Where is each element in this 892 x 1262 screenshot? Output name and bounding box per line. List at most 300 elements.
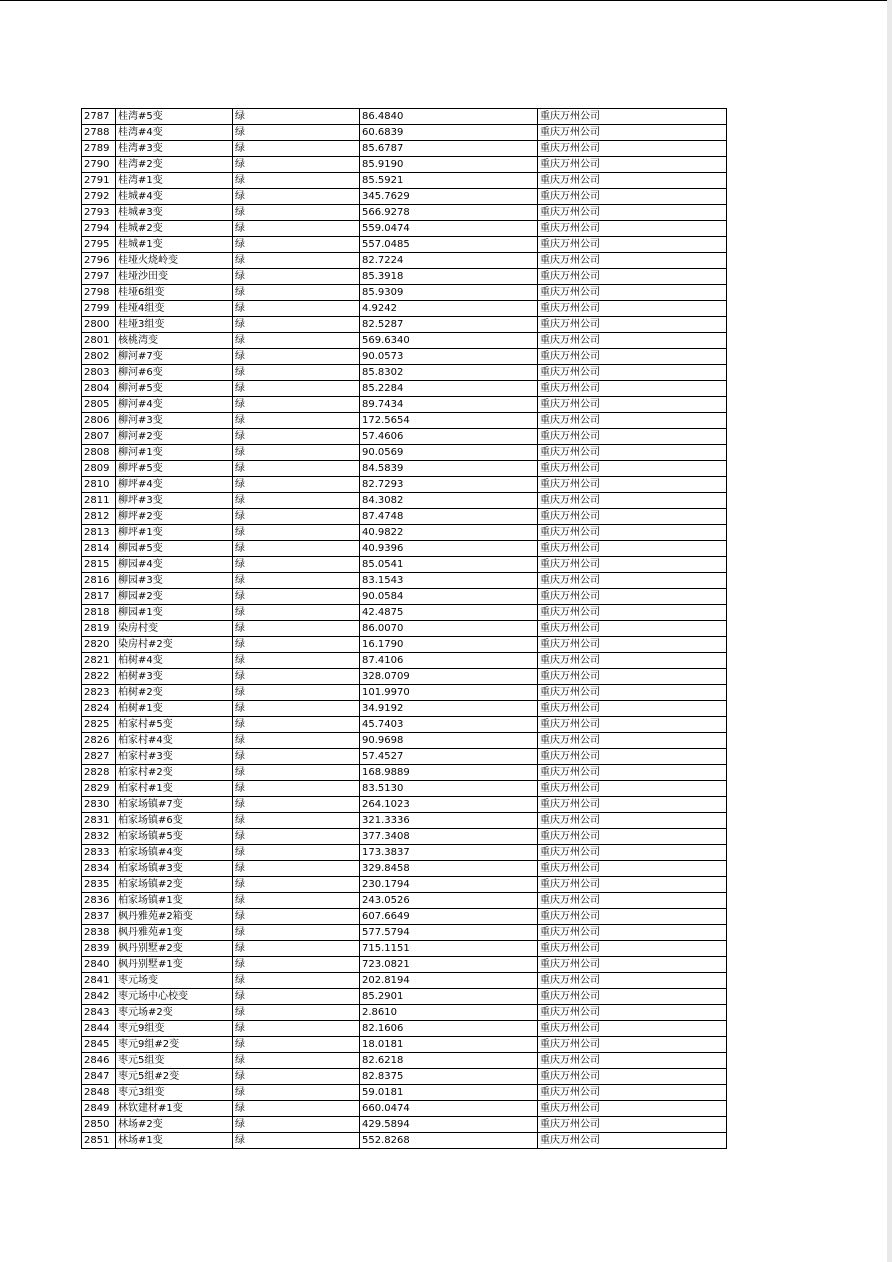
cell-company: 重庆万州公司 (538, 301, 727, 317)
cell-id: 2806 (82, 413, 116, 429)
cell-company: 重庆万州公司 (538, 877, 727, 893)
cell-value: 57.4527 (360, 749, 538, 765)
cell-id: 2824 (82, 701, 116, 717)
cell-status: 绿 (233, 877, 360, 893)
table-row (82, 685, 727, 701)
cell-value: 660.0474 (360, 1101, 538, 1117)
cell-status: 绿 (233, 621, 360, 637)
cell-company: 重庆万州公司 (538, 1101, 727, 1117)
cell-value: 89.7434 (360, 397, 538, 413)
cell-id: 2820 (82, 637, 116, 653)
cell-id: 2796 (82, 253, 116, 269)
cell-id: 2813 (82, 525, 116, 541)
cell-id: 2791 (82, 173, 116, 189)
cell-station-name: 柳园#1变 (116, 605, 233, 621)
table-row (82, 749, 727, 765)
cell-company: 重庆万州公司 (538, 365, 727, 381)
cell-status: 绿 (233, 589, 360, 605)
cell-value: 59.0181 (360, 1085, 538, 1101)
cell-station-name: 柳坪#3变 (116, 493, 233, 509)
cell-status: 绿 (233, 541, 360, 557)
cell-value: 328.0709 (360, 669, 538, 685)
cell-station-name: 柏家村#2变 (116, 765, 233, 781)
table-row (82, 461, 727, 477)
cell-value: 83.5130 (360, 781, 538, 797)
cell-station-name: 柳坪#1变 (116, 525, 233, 541)
cell-id: 2795 (82, 237, 116, 253)
cell-id: 2833 (82, 845, 116, 861)
cell-id: 2832 (82, 829, 116, 845)
cell-value: 82.7293 (360, 477, 538, 493)
cell-id: 2804 (82, 381, 116, 397)
cell-station-name: 枣元3组变 (116, 1085, 233, 1101)
cell-station-name: 桂垭沙田变 (116, 269, 233, 285)
cell-station-name: 桂垭6组变 (116, 285, 233, 301)
cell-status: 绿 (233, 1117, 360, 1133)
table-row (82, 589, 727, 605)
cell-company: 重庆万州公司 (538, 669, 727, 685)
cell-company: 重庆万州公司 (538, 189, 727, 205)
cell-value: 243.0526 (360, 893, 538, 909)
cell-status: 绿 (233, 269, 360, 285)
cell-station-name: 柏家场镇#1变 (116, 893, 233, 909)
cell-company: 重庆万州公司 (538, 413, 727, 429)
cell-station-name: 柏树#2变 (116, 685, 233, 701)
cell-value: 607.6649 (360, 909, 538, 925)
cell-company: 重庆万州公司 (538, 653, 727, 669)
cell-station-name: 柳园#5变 (116, 541, 233, 557)
cell-value: 57.4606 (360, 429, 538, 445)
cell-station-name: 枫丹雅苑#2箱变 (116, 909, 233, 925)
table-row (82, 397, 727, 413)
cell-value: 45.7403 (360, 717, 538, 733)
cell-station-name: 桂城#2变 (116, 221, 233, 237)
cell-status: 绿 (233, 653, 360, 669)
cell-station-name: 柳河#5变 (116, 381, 233, 397)
cell-status: 绿 (233, 349, 360, 365)
cell-status: 绿 (233, 157, 360, 173)
cell-value: 2.8610 (360, 1005, 538, 1021)
cell-company: 重庆万州公司 (538, 989, 727, 1005)
cell-id: 2792 (82, 189, 116, 205)
cell-status: 绿 (233, 365, 360, 381)
cell-company: 重庆万州公司 (538, 1117, 727, 1133)
cell-station-name: 林场#2变 (116, 1117, 233, 1133)
cell-company: 重庆万州公司 (538, 381, 727, 397)
table-row (82, 605, 727, 621)
cell-status: 绿 (233, 1005, 360, 1021)
cell-id: 2823 (82, 685, 116, 701)
table-row (82, 509, 727, 525)
cell-id: 2815 (82, 557, 116, 573)
cell-status: 绿 (233, 925, 360, 941)
cell-status: 绿 (233, 429, 360, 445)
cell-station-name: 柏家场镇#5变 (116, 829, 233, 845)
cell-company: 重庆万州公司 (538, 861, 727, 877)
cell-status: 绿 (233, 1037, 360, 1053)
cell-station-name: 染房村变 (116, 621, 233, 637)
cell-id: 2816 (82, 573, 116, 589)
cell-status: 绿 (233, 237, 360, 253)
cell-value: 34.9192 (360, 701, 538, 717)
cell-value: 85.0541 (360, 557, 538, 573)
cell-station-name: 林场#1变 (116, 1133, 233, 1149)
cell-station-name: 柏家村#1变 (116, 781, 233, 797)
cell-station-name: 枣元9组变 (116, 1021, 233, 1037)
cell-value: 82.7224 (360, 253, 538, 269)
cell-value: 557.0485 (360, 237, 538, 253)
cell-value: 85.2901 (360, 989, 538, 1005)
table-row (82, 253, 727, 269)
cell-id: 2846 (82, 1053, 116, 1069)
table-row (82, 1037, 727, 1053)
table-row (82, 909, 727, 925)
table-row (82, 477, 727, 493)
cell-company: 重庆万州公司 (538, 109, 727, 125)
cell-company: 重庆万州公司 (538, 1037, 727, 1053)
data-table (81, 108, 727, 1149)
cell-status: 绿 (233, 861, 360, 877)
cell-company: 重庆万州公司 (538, 1133, 727, 1149)
cell-id: 2787 (82, 109, 116, 125)
cell-company: 重庆万州公司 (538, 205, 727, 221)
cell-value: 264.1023 (360, 797, 538, 813)
cell-company: 重庆万州公司 (538, 605, 727, 621)
cell-id: 2835 (82, 877, 116, 893)
table-row (82, 413, 727, 429)
cell-company: 重庆万州公司 (538, 941, 727, 957)
table-row (82, 781, 727, 797)
table-row (82, 973, 727, 989)
cell-station-name: 枣元场中心校变 (116, 989, 233, 1005)
cell-value: 566.9278 (360, 205, 538, 221)
cell-status: 绿 (233, 317, 360, 333)
cell-status: 绿 (233, 1021, 360, 1037)
cell-status: 绿 (233, 525, 360, 541)
cell-company: 重庆万州公司 (538, 349, 727, 365)
cell-company: 重庆万州公司 (538, 541, 727, 557)
table-row (82, 301, 727, 317)
table-row (82, 285, 727, 301)
cell-id: 2799 (82, 301, 116, 317)
cell-status: 绿 (233, 557, 360, 573)
cell-company: 重庆万州公司 (538, 285, 727, 301)
cell-station-name: 柳河#3变 (116, 413, 233, 429)
cell-id: 2818 (82, 605, 116, 621)
cell-company: 重庆万州公司 (538, 141, 727, 157)
cell-station-name: 柳河#7变 (116, 349, 233, 365)
cell-id: 2817 (82, 589, 116, 605)
cell-id: 2851 (82, 1133, 116, 1149)
table-row (82, 1021, 727, 1037)
cell-id: 2808 (82, 445, 116, 461)
cell-value: 90.0569 (360, 445, 538, 461)
cell-status: 绿 (233, 477, 360, 493)
cell-status: 绿 (233, 1069, 360, 1085)
cell-company: 重庆万州公司 (538, 1021, 727, 1037)
cell-id: 2848 (82, 1085, 116, 1101)
cell-status: 绿 (233, 301, 360, 317)
cell-value: 101.9970 (360, 685, 538, 701)
cell-value: 85.9309 (360, 285, 538, 301)
cell-status: 绿 (233, 1101, 360, 1117)
cell-company: 重庆万州公司 (538, 893, 727, 909)
table-row (82, 669, 727, 685)
cell-value: 84.5839 (360, 461, 538, 477)
table-row (82, 493, 727, 509)
cell-company: 重庆万州公司 (538, 797, 727, 813)
cell-company: 重庆万州公司 (538, 397, 727, 413)
cell-station-name: 柳河#4变 (116, 397, 233, 413)
cell-status: 绿 (233, 893, 360, 909)
cell-value: 85.5921 (360, 173, 538, 189)
cell-station-name: 柳园#2变 (116, 589, 233, 605)
cell-status: 绿 (233, 1133, 360, 1149)
cell-status: 绿 (233, 461, 360, 477)
cell-id: 2805 (82, 397, 116, 413)
table-row (82, 205, 727, 221)
cell-company: 重庆万州公司 (538, 509, 727, 525)
cell-status: 绿 (233, 573, 360, 589)
cell-station-name: 柏家场镇#7变 (116, 797, 233, 813)
cell-id: 2831 (82, 813, 116, 829)
cell-status: 绿 (233, 333, 360, 349)
cell-company: 重庆万州公司 (538, 1085, 727, 1101)
cell-value: 577.5794 (360, 925, 538, 941)
cell-value: 85.2284 (360, 381, 538, 397)
cell-company: 重庆万州公司 (538, 717, 727, 733)
cell-station-name: 桂湾#2变 (116, 157, 233, 173)
table-row (82, 141, 727, 157)
cell-status: 绿 (233, 509, 360, 525)
table-row (82, 733, 727, 749)
cell-station-name: 林钦建材#1变 (116, 1101, 233, 1117)
cell-status: 绿 (233, 973, 360, 989)
cell-id: 2798 (82, 285, 116, 301)
cell-station-name: 桂城#1变 (116, 237, 233, 253)
cell-value: 42.4875 (360, 605, 538, 621)
cell-value: 168.9889 (360, 765, 538, 781)
table-row (82, 365, 727, 381)
cell-company: 重庆万州公司 (538, 781, 727, 797)
cell-id: 2810 (82, 477, 116, 493)
cell-value: 321.3336 (360, 813, 538, 829)
page-right-edge (887, 0, 892, 1262)
cell-company: 重庆万州公司 (538, 237, 727, 253)
cell-status: 绿 (233, 749, 360, 765)
cell-company: 重庆万州公司 (538, 685, 727, 701)
table-row (82, 525, 727, 541)
table-row (82, 1053, 727, 1069)
cell-station-name: 枣元5组#2变 (116, 1069, 233, 1085)
cell-value: 90.0584 (360, 589, 538, 605)
cell-status: 绿 (233, 189, 360, 205)
cell-station-name: 枫丹雅苑#1变 (116, 925, 233, 941)
cell-company: 重庆万州公司 (538, 829, 727, 845)
cell-company: 重庆万州公司 (538, 749, 727, 765)
table-row (82, 269, 727, 285)
table-row (82, 925, 727, 941)
cell-id: 2812 (82, 509, 116, 525)
cell-station-name: 桂湾#5变 (116, 109, 233, 125)
cell-id: 2793 (82, 205, 116, 221)
cell-company: 重庆万州公司 (538, 317, 727, 333)
cell-id: 2845 (82, 1037, 116, 1053)
cell-status: 绿 (233, 637, 360, 653)
table-row (82, 221, 727, 237)
cell-status: 绿 (233, 941, 360, 957)
cell-value: 552.8268 (360, 1133, 538, 1149)
table-row (82, 861, 727, 877)
cell-value: 90.9698 (360, 733, 538, 749)
cell-station-name: 柏家场镇#3变 (116, 861, 233, 877)
cell-station-name: 柳园#4变 (116, 557, 233, 573)
table-row (82, 445, 727, 461)
cell-station-name: 柏树#1变 (116, 701, 233, 717)
cell-company: 重庆万州公司 (538, 701, 727, 717)
cell-id: 2828 (82, 765, 116, 781)
cell-company: 重庆万州公司 (538, 125, 727, 141)
table-row (82, 237, 727, 253)
table-row (82, 557, 727, 573)
page-top-border (0, 0, 892, 1)
cell-company: 重庆万州公司 (538, 557, 727, 573)
cell-id: 2827 (82, 749, 116, 765)
cell-station-name: 柏家场镇#6变 (116, 813, 233, 829)
table-row (82, 333, 727, 349)
cell-company: 重庆万州公司 (538, 957, 727, 973)
cell-station-name: 枣元5组变 (116, 1053, 233, 1069)
cell-value: 90.0573 (360, 349, 538, 365)
cell-status: 绿 (233, 173, 360, 189)
cell-value: 82.1606 (360, 1021, 538, 1037)
cell-status: 绿 (233, 781, 360, 797)
cell-id: 2850 (82, 1117, 116, 1133)
cell-company: 重庆万州公司 (538, 1005, 727, 1021)
cell-status: 绿 (233, 285, 360, 301)
cell-status: 绿 (233, 381, 360, 397)
table-row (82, 829, 727, 845)
cell-company: 重庆万州公司 (538, 973, 727, 989)
cell-company: 重庆万州公司 (538, 173, 727, 189)
cell-value: 82.5287 (360, 317, 538, 333)
table-row (82, 157, 727, 173)
table-row (82, 109, 727, 125)
cell-status: 绿 (233, 717, 360, 733)
cell-company: 重庆万州公司 (538, 733, 727, 749)
cell-value: 345.7629 (360, 189, 538, 205)
cell-company: 重庆万州公司 (538, 621, 727, 637)
cell-id: 2849 (82, 1101, 116, 1117)
cell-company: 重庆万州公司 (538, 493, 727, 509)
cell-company: 重庆万州公司 (538, 477, 727, 493)
cell-station-name: 柳河#6变 (116, 365, 233, 381)
cell-value: 202.8194 (360, 973, 538, 989)
cell-value: 83.1543 (360, 573, 538, 589)
cell-id: 2809 (82, 461, 116, 477)
cell-id: 2819 (82, 621, 116, 637)
cell-status: 绿 (233, 765, 360, 781)
cell-id: 2842 (82, 989, 116, 1005)
table-row (82, 877, 727, 893)
cell-status: 绿 (233, 205, 360, 221)
table-row (82, 429, 727, 445)
cell-id: 2807 (82, 429, 116, 445)
cell-company: 重庆万州公司 (538, 445, 727, 461)
cell-station-name: 枣元场变 (116, 973, 233, 989)
cell-id: 2822 (82, 669, 116, 685)
cell-value: 82.6218 (360, 1053, 538, 1069)
cell-station-name: 柏家村#5变 (116, 717, 233, 733)
table-row (82, 317, 727, 333)
table-row (82, 957, 727, 973)
cell-id: 2841 (82, 973, 116, 989)
cell-id: 2797 (82, 269, 116, 285)
table-row (82, 1005, 727, 1021)
cell-status: 绿 (233, 141, 360, 157)
cell-station-name: 柏家村#4变 (116, 733, 233, 749)
table-row (82, 1069, 727, 1085)
cell-station-name: 桂湾#1变 (116, 173, 233, 189)
cell-value: 16.1790 (360, 637, 538, 653)
table-row (82, 701, 727, 717)
cell-status: 绿 (233, 253, 360, 269)
cell-status: 绿 (233, 413, 360, 429)
cell-company: 重庆万州公司 (538, 525, 727, 541)
cell-value: 559.0474 (360, 221, 538, 237)
cell-id: 2840 (82, 957, 116, 973)
cell-status: 绿 (233, 1053, 360, 1069)
table-row (82, 989, 727, 1005)
table-row (82, 653, 727, 669)
cell-company: 重庆万州公司 (538, 461, 727, 477)
cell-status: 绿 (233, 701, 360, 717)
cell-value: 377.3408 (360, 829, 538, 845)
cell-station-name: 柏树#3变 (116, 669, 233, 685)
cell-status: 绿 (233, 221, 360, 237)
cell-status: 绿 (233, 733, 360, 749)
table-row (82, 717, 727, 733)
cell-value: 715.1151 (360, 941, 538, 957)
cell-value: 85.6787 (360, 141, 538, 157)
table-row (82, 621, 727, 637)
cell-id: 2789 (82, 141, 116, 157)
cell-company: 重庆万州公司 (538, 333, 727, 349)
cell-value: 173.3837 (360, 845, 538, 861)
cell-id: 2814 (82, 541, 116, 557)
cell-station-name: 枣元场#2变 (116, 1005, 233, 1021)
cell-id: 2847 (82, 1069, 116, 1085)
cell-company: 重庆万州公司 (538, 813, 727, 829)
cell-value: 18.0181 (360, 1037, 538, 1053)
table-row (82, 189, 727, 205)
table-row (82, 173, 727, 189)
cell-status: 绿 (233, 125, 360, 141)
table-body (82, 109, 727, 1149)
cell-station-name: 柳河#1变 (116, 445, 233, 461)
cell-id: 2837 (82, 909, 116, 925)
table-row (82, 637, 727, 653)
cell-id: 2788 (82, 125, 116, 141)
cell-value: 40.9822 (360, 525, 538, 541)
cell-status: 绿 (233, 909, 360, 925)
cell-station-name: 柳坪#5变 (116, 461, 233, 477)
cell-status: 绿 (233, 669, 360, 685)
cell-value: 429.5894 (360, 1117, 538, 1133)
cell-status: 绿 (233, 493, 360, 509)
cell-value: 85.9190 (360, 157, 538, 173)
cell-station-name: 桂垭3组变 (116, 317, 233, 333)
